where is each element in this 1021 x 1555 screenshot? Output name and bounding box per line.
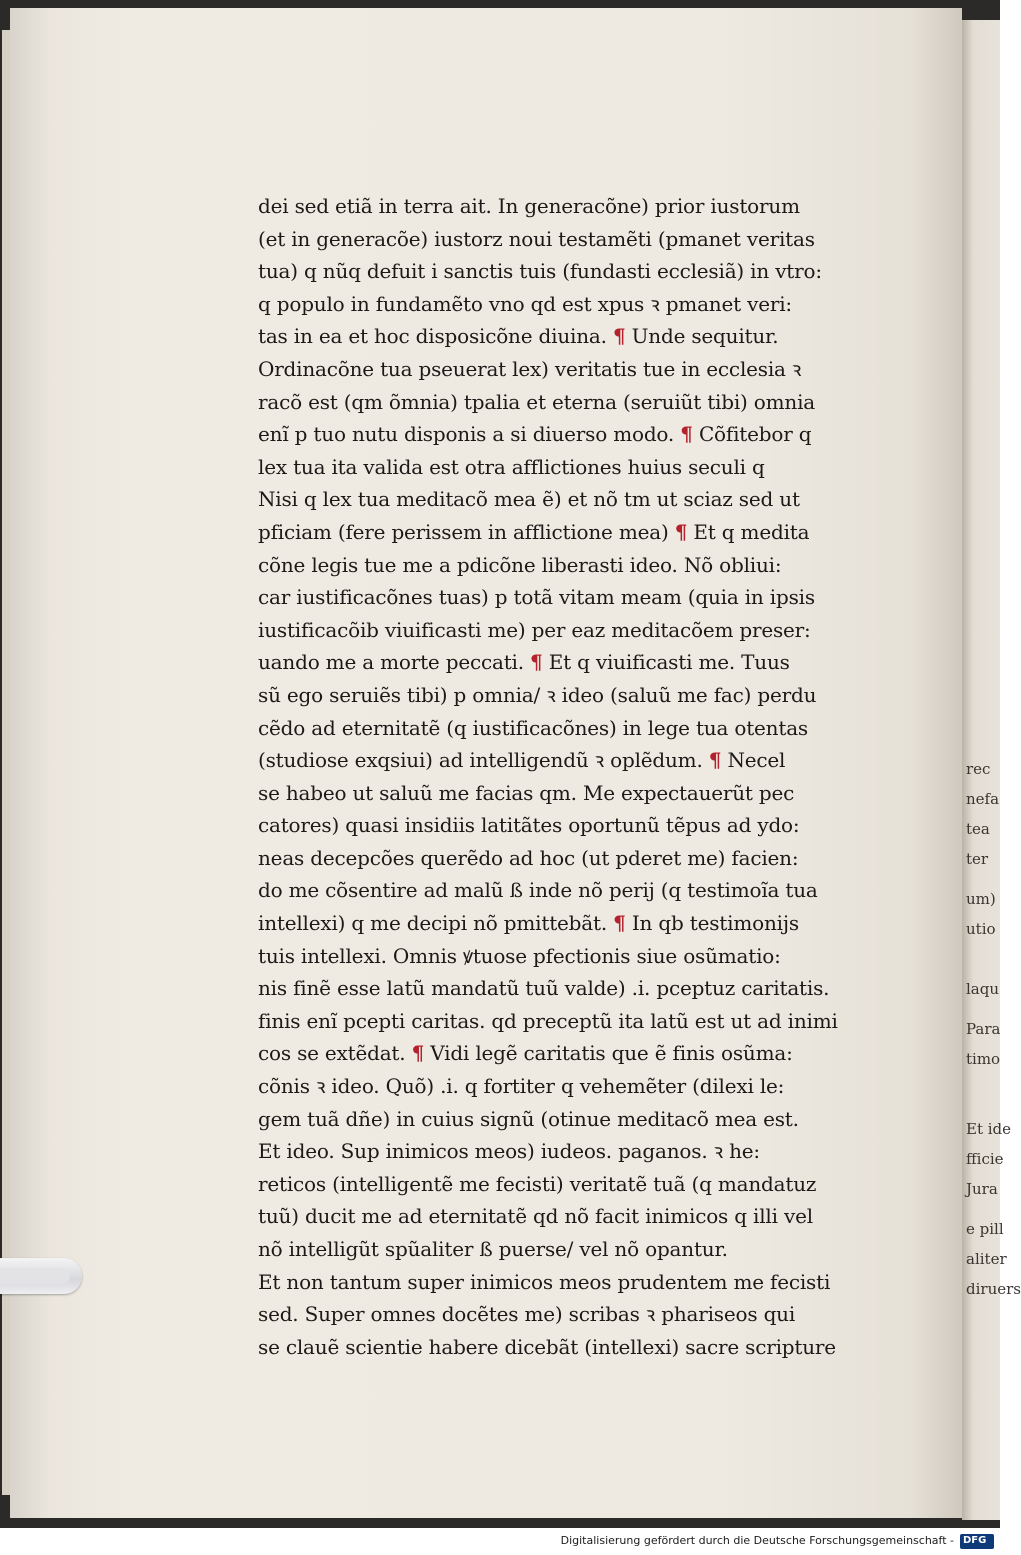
text-line: Et ideo. Sup inimicos meos) iudeos. paganos. ꝛ he: — [258, 1139, 760, 1164]
text-line: tas in ea et hoc disposicõne diuina. ¶ Unde sequitur. — [258, 324, 779, 349]
facing-page-fragment: aliter — [966, 1250, 1007, 1268]
facing-page-fragment: nefa — [966, 790, 1000, 808]
text-line: se clauẽ scientie habere dicebãt (intellexi) sacre scripture — [258, 1334, 836, 1359]
rubric-mark: ¶ — [674, 519, 688, 544]
facing-page-fragment: utio — [966, 920, 996, 938]
text-line: Et non tantum super inimicos meos prudentem me fecisti — [258, 1269, 831, 1294]
text-line: dei sed etiã in terra ait. In generacõne) prior iustorum — [258, 194, 800, 218]
text-line: cõne legis tue me a pdicõne liberasti ideo. Nõ obliui: — [258, 552, 782, 577]
text-line: catores) quasi insidiis latitãtes oportunũ tẽpus ad ydo: — [258, 813, 800, 838]
text-line: uando me a morte peccati. ¶ Et q viuificasti me. Tuus — [258, 650, 790, 675]
page-clip — [0, 1240, 80, 1320]
text-line: racõ est (qm õmnia) tpalia et eterna (seruiũt tibi) omnia — [258, 389, 815, 414]
text-line: (studiose exqsiui) ad intelligendũ ꝛ oplẽdum. ¶ Necel — [258, 748, 786, 773]
text-line: tuũ) ducit me ad eternitatẽ qd nõ facit inimicos q illi vel — [258, 1204, 813, 1229]
footer-bar — [0, 1528, 1000, 1555]
text-line: sed. Super omnes docẽtes me) scribas ꝛ phariseos qui — [258, 1302, 796, 1327]
text-line: cẽdo ad eternitatẽ (q iustificacõnes) in lege tua otentas — [258, 715, 808, 740]
facing-page-fragment: timo — [966, 1050, 1001, 1068]
facing-page-fragment: Jura — [966, 1180, 998, 1198]
text-line: cos se extẽdat. ¶ Vidi legẽ caritatis que ẽ finis osũma: — [258, 1041, 793, 1066]
dfg-logo — [960, 1534, 994, 1549]
rubric-mark: ¶ — [612, 324, 626, 349]
rubric-mark: ¶ — [708, 748, 722, 773]
text-line: pficiam (fere perissem in afflictione mea) ¶ Et q medita — [258, 519, 810, 544]
text-line: iustificacõib viuificasti me) per eaz meditacõem preser: — [258, 617, 811, 642]
text-line: finis enĩ pcepti caritas. qd preceptũ ita latũ est ut ad inimi — [258, 1008, 838, 1033]
text-line: Ordinacõne tua pseuerat lex) veritatis tue in ecclesia ꝛ — [258, 356, 802, 381]
rubric-mark: ¶ — [530, 650, 543, 675]
text-line: gem tuã dñe) in cuius signũ (otinue meditacõ mea est. — [258, 1106, 799, 1131]
facing-page-fragment: tea — [966, 820, 990, 838]
text-line: (et in generacõe) iustorz noui testamẽti (pmanet veritas — [258, 226, 815, 251]
facing-page-fragment: ter — [966, 850, 989, 868]
facing-page — [962, 20, 1021, 1520]
text-line: reticos (intelligentẽ me fecisti) veritatẽ tuã (q mandatuz — [258, 1171, 817, 1196]
text-line: q populo in fundamẽto vno qd est xpus ꝛ pmanet veri: — [258, 291, 792, 316]
text-line: tua) q nũq defuit i sanctis tuis (fundasti ecclesiã) in vtro: — [258, 259, 822, 284]
text-line: cõnis ꝛ ideo. Quõ) .i. q fortiter q vehemẽter (dilexi le: — [258, 1074, 785, 1099]
rubric-mark: ¶ — [411, 1041, 425, 1066]
facing-page-fragment: e pill — [966, 1220, 1004, 1238]
facing-page-fragment: fficie — [966, 1150, 1004, 1168]
digitization-credit: Digitalisierung gefördert durch die Deutsche Forschungsgemeinschaft - — [560, 1534, 954, 1547]
rubric-mark: ¶ — [680, 422, 693, 447]
text-line: nõ intelligũt spũaliter ß puerse/ vel nõ opantur. — [258, 1237, 728, 1261]
text-line: neas decepcões querẽdo ad hoc (ut pderet me) facien: — [258, 845, 799, 870]
clip-inner — [0, 1268, 70, 1284]
facing-page-fragment: rec — [966, 760, 991, 778]
facing-page-fragment: um) — [966, 890, 996, 908]
text-line: enĩ p tuo nutu disponis a si diuerso modo. ¶ Cõfitebor q — [258, 422, 812, 447]
text-line: sũ ego seruiẽs tibi) p omnia/ ꝛ ideo (saluũ me fac) perdu — [258, 682, 817, 707]
facing-page-fragment: Et ide — [966, 1120, 1012, 1138]
facing-page-fragment: Para — [966, 1020, 1001, 1038]
facing-page-fragment: laqu — [966, 980, 1000, 998]
dfg-logo-text: DFG — [963, 1535, 987, 1546]
text-line: nis finẽ esse latũ mandatũ tuũ valde) .i. pceptuz caritatis. — [258, 976, 830, 1001]
facing-page-fragment: diruers — [966, 1280, 1021, 1298]
text-block — [258, 190, 858, 1363]
text-line: intellexi) q me decipi nõ pmittebãt. ¶ In qb testimonijs — [258, 911, 799, 936]
rubric-mark: ¶ — [613, 911, 626, 936]
text-line: se habeo ut saluũ me facias qm. Me expectauerũt pec — [258, 780, 795, 805]
text-line: tuis intellexi. Omnis ꝟtuose pfectionis siue osũmatio: — [258, 943, 781, 968]
text-line: car iustificacõnes tuas) p totã vitam meam (quia in ipsis — [258, 585, 815, 610]
text-line: Nisi q lex tua meditacõ mea ẽ) et nõ tm ut sciaz sed ut — [258, 487, 800, 512]
text-line: lex tua ita valida est otra afflictiones huius seculi q — [258, 454, 765, 479]
text-line: do me cõsentire ad malũ ß inde nõ perij (q testimoĩa tua — [258, 878, 818, 903]
